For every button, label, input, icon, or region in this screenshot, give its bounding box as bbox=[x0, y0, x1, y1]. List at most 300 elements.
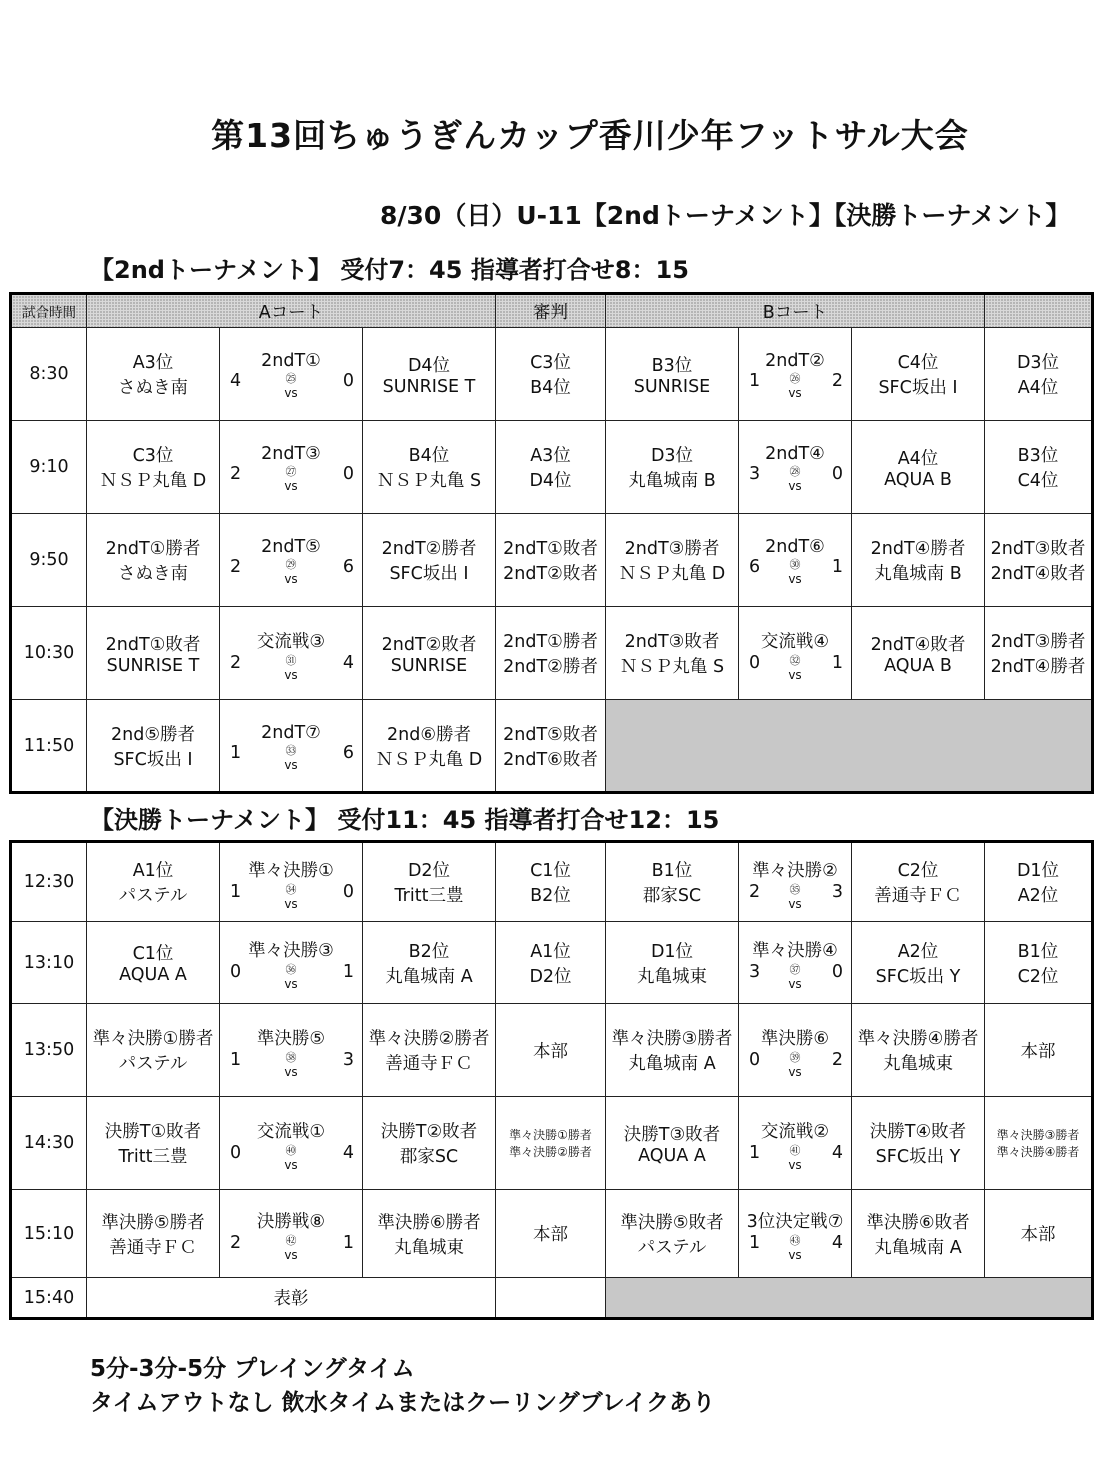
cell-content bbox=[852, 631, 984, 676]
team1-cell bbox=[87, 607, 220, 700]
cell-bottom: 丸亀城南 A bbox=[874, 1237, 962, 1258]
match-cell bbox=[739, 514, 852, 607]
match-label: 2ndT③ bbox=[261, 444, 321, 464]
cell-top: C3位 bbox=[132, 446, 174, 466]
cell-content bbox=[87, 349, 219, 399]
header-court-a: Aコート bbox=[87, 294, 496, 328]
score-right: 1 bbox=[342, 962, 354, 982]
cell-content bbox=[87, 535, 219, 585]
time-cell: 15:10 bbox=[11, 1190, 87, 1278]
cell-content bbox=[985, 1126, 1091, 1160]
cell-content bbox=[87, 631, 219, 676]
cell-bottom: ＮＳＰ丸亀 S bbox=[619, 657, 725, 677]
cell-top: 2ndT②勝者 bbox=[381, 539, 477, 559]
cell-top: 2ndT⑤敗者 bbox=[503, 724, 598, 745]
team2-cell bbox=[363, 328, 496, 421]
score-right: 4 bbox=[831, 1142, 843, 1163]
match-cell bbox=[739, 842, 852, 922]
score-right: 6 bbox=[342, 742, 354, 763]
cell-top: 準決勝⑤勝者 bbox=[101, 1212, 205, 1233]
cell-top: 準々決勝①勝者 bbox=[509, 1128, 592, 1142]
match-label: 交流戦② bbox=[760, 1121, 830, 1142]
cell-top: 準々決勝①勝者 bbox=[92, 1029, 214, 1049]
cell-bottom: 2ndT②勝者 bbox=[503, 657, 598, 677]
referee-cell: 本部 bbox=[496, 1004, 606, 1097]
match-number: ㊴ bbox=[789, 1050, 801, 1064]
team2-cell bbox=[363, 1004, 496, 1097]
team1-cell bbox=[606, 922, 739, 1004]
score-left: 2 bbox=[230, 652, 242, 673]
cell-top: B3位 bbox=[1017, 446, 1059, 466]
match-content bbox=[220, 537, 362, 586]
score-right: 4 bbox=[342, 1142, 354, 1163]
vs-label: vs bbox=[284, 1157, 298, 1172]
match-label: 準々決勝④ bbox=[752, 941, 838, 961]
match-score bbox=[220, 464, 362, 493]
match-vs bbox=[788, 466, 801, 492]
cell-top: 準々決勝④勝者 bbox=[857, 1029, 979, 1049]
cell-content bbox=[496, 938, 605, 988]
cell-bottom: AQUA A bbox=[638, 1145, 706, 1166]
header-court-b: Bコート bbox=[606, 294, 985, 328]
match-score bbox=[739, 1233, 851, 1262]
schedule-table-2nd bbox=[9, 292, 1094, 794]
footer-notes: タイムアウトなし 飲水タイムまたはクーリングブレイクあり bbox=[90, 1390, 716, 1416]
match-vs bbox=[284, 373, 297, 399]
referee-cell: 本部 bbox=[985, 1190, 1093, 1278]
match-score bbox=[220, 1233, 362, 1262]
cell-content bbox=[606, 1025, 738, 1075]
cell-bottom: さぬき南 bbox=[118, 378, 188, 398]
match-cell bbox=[220, 1097, 363, 1190]
match-cell bbox=[220, 514, 363, 607]
cell-content bbox=[496, 857, 605, 907]
cell-top: 決勝T④敗者 bbox=[869, 1122, 967, 1142]
cell-content bbox=[606, 1121, 738, 1166]
cell-top: D3位 bbox=[650, 446, 694, 466]
referee-cell: 本部 bbox=[985, 1004, 1093, 1097]
cell-content bbox=[87, 1025, 219, 1075]
match-number: ㊷ bbox=[285, 1234, 297, 1247]
cell-content bbox=[87, 1209, 219, 1259]
match-label: 決勝戦⑧ bbox=[256, 1212, 326, 1232]
cell-bottom: SFC坂出 Y bbox=[875, 966, 961, 987]
cell-content bbox=[87, 857, 219, 907]
match-cell bbox=[220, 700, 363, 793]
cell-bottom: 準々決勝④勝者 bbox=[996, 1145, 1080, 1159]
cell-bottom: SFC坂出 Y bbox=[875, 1147, 961, 1167]
score-right: 4 bbox=[342, 652, 354, 673]
referee-cell bbox=[985, 328, 1093, 421]
match-cell bbox=[220, 922, 363, 1004]
cell-content bbox=[852, 1025, 984, 1075]
time-cell: 13:50 bbox=[11, 1004, 87, 1097]
match-label: 2ndT① bbox=[261, 351, 321, 371]
match-content bbox=[220, 351, 362, 400]
cell-content bbox=[606, 938, 738, 988]
match-cell bbox=[739, 1004, 852, 1097]
cell-top: 2ndT④敗者 bbox=[870, 634, 966, 655]
cell-bottom: Tritt三豊 bbox=[394, 886, 464, 906]
cell-top: 準決勝⑥敗者 bbox=[866, 1212, 970, 1233]
cell-top: 決勝T③敗者 bbox=[623, 1124, 721, 1145]
score-left: 3 bbox=[749, 962, 761, 982]
team2-cell bbox=[852, 514, 985, 607]
score-right: 6 bbox=[342, 557, 354, 577]
team1-cell bbox=[87, 842, 220, 922]
score-left: 1 bbox=[749, 1142, 761, 1163]
cell-bottom: C4位 bbox=[1017, 471, 1059, 491]
cell-top: D2位 bbox=[407, 861, 451, 881]
referee-cell bbox=[496, 1097, 606, 1190]
cell-bottom: A2位 bbox=[1017, 886, 1059, 906]
match-number: ㊸ bbox=[789, 1234, 801, 1247]
match-content bbox=[739, 1208, 851, 1262]
cell-top: A2位 bbox=[897, 941, 939, 962]
score-right: 0 bbox=[342, 881, 354, 902]
team2-cell bbox=[363, 922, 496, 1004]
match-vs bbox=[284, 964, 297, 990]
match-label: 準々決勝① bbox=[248, 860, 334, 881]
referee-cell bbox=[496, 514, 606, 607]
match-vs bbox=[788, 373, 801, 399]
schedule-row bbox=[11, 922, 1093, 1004]
cell-content bbox=[852, 857, 984, 907]
cell-content bbox=[363, 1025, 495, 1075]
match-number: ㊶ bbox=[789, 1143, 801, 1157]
cell-content bbox=[363, 857, 495, 907]
match-content bbox=[220, 722, 362, 772]
vs-label: vs bbox=[284, 977, 298, 991]
cell-content bbox=[496, 535, 605, 585]
match-label: 準々決勝③ bbox=[248, 941, 334, 961]
cell-bottom: 2ndT②敗者 bbox=[503, 564, 598, 584]
cell-bottom: D4位 bbox=[529, 471, 572, 491]
score-right: 3 bbox=[831, 881, 843, 902]
match-score bbox=[220, 1049, 362, 1079]
cell-content bbox=[363, 352, 495, 397]
time-cell: 9:50 bbox=[11, 514, 87, 607]
team2-cell bbox=[852, 1190, 985, 1278]
time-cell: 13:10 bbox=[11, 922, 87, 1004]
match-number: ㉕ bbox=[285, 372, 297, 385]
cell-content bbox=[496, 628, 605, 678]
score-left: 0 bbox=[230, 1142, 242, 1163]
score-right: 0 bbox=[342, 464, 354, 484]
match-vs bbox=[788, 964, 801, 990]
match-number: ㉞ bbox=[285, 882, 297, 896]
cell-content bbox=[852, 1118, 984, 1168]
match-number: ㉙ bbox=[285, 558, 297, 571]
cell-top: 2ndT①敗者 bbox=[503, 539, 598, 559]
cell-bottom: AQUA B bbox=[884, 469, 952, 490]
team1-cell bbox=[87, 328, 220, 421]
cell-content bbox=[87, 1118, 219, 1168]
match-number: ㉛ bbox=[285, 653, 297, 667]
cell-top: 準々決勝③勝者 bbox=[996, 1128, 1080, 1142]
cell-bottom: AQUA A bbox=[119, 965, 187, 985]
cell-content bbox=[496, 349, 605, 399]
cell-top: 2ndT③勝者 bbox=[624, 539, 720, 559]
match-content bbox=[739, 1025, 851, 1079]
match-label: 準決勝⑤ bbox=[256, 1028, 326, 1049]
match-vs bbox=[788, 1052, 801, 1078]
cell-top: B1位 bbox=[651, 861, 693, 881]
team2-cell bbox=[363, 421, 496, 514]
cell-content bbox=[985, 938, 1091, 988]
score-left: 2 bbox=[230, 557, 242, 577]
cell-bottom: ＮＳＰ丸亀 D bbox=[375, 749, 483, 770]
match-vs bbox=[788, 1145, 801, 1171]
match-score bbox=[220, 962, 362, 991]
cell-top: 2ndT①勝者 bbox=[503, 632, 598, 652]
team2-cell bbox=[363, 1097, 496, 1190]
cell-content bbox=[985, 628, 1091, 678]
vs-label: vs bbox=[284, 896, 298, 911]
cell-content bbox=[606, 352, 738, 397]
match-cell bbox=[220, 842, 363, 922]
match-cell bbox=[220, 1190, 363, 1278]
vs-label: vs bbox=[788, 572, 802, 586]
match-vs bbox=[284, 1235, 297, 1261]
match-cell bbox=[739, 1097, 852, 1190]
cell-content bbox=[363, 938, 495, 988]
header-referee: 審判 bbox=[496, 294, 606, 328]
vs-label: vs bbox=[284, 757, 298, 772]
time-cell: 11:50 bbox=[11, 700, 87, 793]
cell-bottom: 丸亀城東 bbox=[394, 1237, 464, 1258]
match-number: ㉖ bbox=[789, 372, 801, 385]
cell-top: 準々決勝③勝者 bbox=[611, 1029, 733, 1049]
cell-top: B2位 bbox=[408, 941, 450, 962]
match-label: 2ndT⑤ bbox=[261, 537, 321, 557]
cell-top: 2ndT①敗者 bbox=[105, 634, 201, 655]
match-label: 交流戦① bbox=[256, 1121, 326, 1142]
schedule-row bbox=[11, 700, 1093, 793]
match-score bbox=[739, 881, 851, 911]
match-score bbox=[220, 1142, 362, 1172]
match-score bbox=[739, 371, 851, 400]
referee-cell bbox=[985, 514, 1093, 607]
cell-bottom: 善通寺ＦＣ bbox=[385, 1054, 473, 1074]
team1-cell bbox=[606, 1004, 739, 1097]
vs-label: vs bbox=[788, 1064, 802, 1079]
cell-top: A1位 bbox=[530, 941, 571, 962]
match-score bbox=[220, 371, 362, 400]
cell-content bbox=[363, 1209, 495, 1259]
match-score bbox=[739, 1049, 851, 1079]
cell-top: C4位 bbox=[897, 353, 939, 373]
cell-bottom: SUNRISE bbox=[390, 655, 468, 676]
cell-content bbox=[496, 721, 605, 771]
cell-content bbox=[363, 442, 495, 492]
match-vs bbox=[284, 884, 297, 910]
match-content bbox=[220, 628, 362, 682]
cell-content bbox=[606, 442, 738, 492]
match-vs bbox=[788, 884, 801, 910]
match-content bbox=[220, 1118, 362, 1172]
match-number: ㉘ bbox=[789, 465, 801, 478]
cell-top: B3位 bbox=[651, 355, 693, 376]
score-left: 1 bbox=[230, 742, 242, 763]
schedule-row bbox=[11, 607, 1093, 700]
match-score bbox=[220, 881, 362, 911]
team1-cell bbox=[606, 842, 739, 922]
cell-top: 準々決勝②勝者 bbox=[368, 1029, 490, 1049]
team1-cell bbox=[87, 1190, 220, 1278]
match-score bbox=[739, 652, 851, 682]
score-right: 1 bbox=[831, 557, 843, 577]
referee-cell bbox=[496, 922, 606, 1004]
match-label: 2ndT⑦ bbox=[261, 722, 321, 743]
match-number: ㊱ bbox=[285, 963, 297, 976]
score-right: 2 bbox=[831, 1049, 843, 1070]
cell-content bbox=[852, 535, 984, 585]
cell-bottom: 準々決勝②勝者 bbox=[509, 1145, 592, 1159]
score-left: 0 bbox=[749, 652, 761, 673]
team1-cell bbox=[87, 1097, 220, 1190]
cell-bottom: 善通寺ＦＣ bbox=[109, 1237, 197, 1258]
section-final-tournament: 【決勝トーナメント】 受付11：45 指導者打合せ12：15 bbox=[90, 806, 720, 834]
team1-cell bbox=[87, 1004, 220, 1097]
referee-cell bbox=[496, 700, 606, 793]
referee-cell bbox=[985, 922, 1093, 1004]
team2-cell bbox=[363, 514, 496, 607]
match-content bbox=[739, 351, 851, 400]
time-cell: 15:40 bbox=[11, 1278, 87, 1319]
match-label: 2ndT⑥ bbox=[765, 537, 825, 557]
match-content bbox=[739, 537, 851, 586]
cell-top: A3位 bbox=[530, 446, 571, 466]
vs-label: vs bbox=[284, 386, 298, 400]
team1-cell bbox=[87, 514, 220, 607]
cell-bottom: ＮＳＰ丸亀 D bbox=[99, 471, 207, 491]
team1-cell bbox=[606, 1190, 739, 1278]
vs-label: vs bbox=[788, 977, 802, 991]
cell-top: C1位 bbox=[132, 944, 174, 964]
cell-bottom: 郡家SC bbox=[642, 886, 702, 906]
cell-bottom: ＮＳＰ丸亀 S bbox=[376, 471, 482, 491]
team2-cell bbox=[852, 607, 985, 700]
score-right: 0 bbox=[342, 371, 354, 391]
cell-content bbox=[606, 857, 738, 907]
page-subtitle: 8/30（日）U-11【2ndトーナメント】【決勝トーナメント】 bbox=[380, 201, 1071, 230]
schedule-row bbox=[11, 1278, 1093, 1319]
footer-playing-time: 5分-3分-5分 プレイングタイム bbox=[90, 1356, 415, 1382]
cell-bottom: パステル bbox=[118, 1054, 188, 1074]
team1-cell bbox=[606, 421, 739, 514]
cell-top: A1位 bbox=[132, 861, 174, 881]
vs-label: vs bbox=[284, 572, 298, 586]
cell-top: 2nd⑥勝者 bbox=[386, 724, 472, 745]
match-cell bbox=[220, 421, 363, 514]
cell-top: 2ndT④勝者 bbox=[870, 539, 966, 559]
match-cell bbox=[220, 607, 363, 700]
match-vs bbox=[284, 1052, 297, 1078]
match-cell bbox=[220, 328, 363, 421]
vs-label: vs bbox=[284, 479, 298, 493]
cell-bottom: SFC坂出 I bbox=[878, 378, 958, 398]
cell-top: C3位 bbox=[530, 353, 571, 373]
cell-content bbox=[363, 535, 495, 585]
cell-top: A3位 bbox=[132, 353, 174, 373]
match-vs bbox=[284, 745, 297, 771]
time-cell: 14:30 bbox=[11, 1097, 87, 1190]
cell-content bbox=[852, 349, 984, 399]
referee-cell bbox=[496, 842, 606, 922]
referee-cell bbox=[985, 607, 1093, 700]
match-label: 交流戦③ bbox=[256, 631, 326, 652]
team2-cell bbox=[363, 842, 496, 922]
referee-cell bbox=[496, 421, 606, 514]
score-right: 2 bbox=[831, 371, 843, 391]
team2-cell bbox=[852, 1004, 985, 1097]
page-title: 第13回ちゅうぎんカップ香川少年フットサル大会 bbox=[211, 116, 969, 155]
match-vs bbox=[788, 559, 801, 585]
cell-top: 2ndT②敗者 bbox=[381, 634, 477, 655]
cell-bottom: 丸亀城東 bbox=[883, 1054, 953, 1074]
match-vs bbox=[788, 1235, 801, 1261]
score-right: 1 bbox=[342, 1233, 354, 1253]
vs-label: vs bbox=[284, 1064, 298, 1079]
match-content bbox=[739, 628, 851, 682]
cell-bottom: 善通寺ＦＣ bbox=[874, 886, 962, 906]
team2-cell bbox=[852, 328, 985, 421]
cell-top: D1位 bbox=[1016, 861, 1060, 881]
cell-bottom: 2ndT④敗者 bbox=[990, 564, 1086, 584]
match-number: ㉝ bbox=[285, 743, 297, 757]
cell-content bbox=[606, 535, 738, 585]
score-left: 1 bbox=[749, 1233, 761, 1253]
referee-cell: 本部 bbox=[496, 1190, 606, 1278]
cell-content bbox=[496, 442, 605, 492]
score-right: 0 bbox=[831, 464, 843, 484]
team1-cell bbox=[606, 607, 739, 700]
cell-top: D1位 bbox=[650, 941, 694, 962]
match-content bbox=[220, 1208, 362, 1262]
cell-top: 2ndT③敗者 bbox=[990, 539, 1086, 559]
match-cell bbox=[220, 1004, 363, 1097]
match-label: 準決勝⑥ bbox=[760, 1028, 830, 1049]
score-left: 2 bbox=[230, 1233, 242, 1253]
team2-cell bbox=[852, 922, 985, 1004]
cell-top: 2nd⑤勝者 bbox=[110, 724, 196, 745]
schedule-row bbox=[11, 1097, 1093, 1190]
cell-top: B4位 bbox=[408, 446, 450, 466]
vs-label: vs bbox=[788, 386, 802, 400]
referee-cell bbox=[496, 1278, 606, 1319]
team2-cell bbox=[363, 700, 496, 793]
score-left: 1 bbox=[230, 881, 242, 902]
match-vs bbox=[284, 559, 297, 585]
score-right: 3 bbox=[342, 1049, 354, 1070]
cell-content bbox=[985, 857, 1091, 907]
cell-content bbox=[985, 349, 1091, 399]
score-right: 4 bbox=[831, 1233, 843, 1253]
score-left: 3 bbox=[749, 464, 761, 484]
match-content bbox=[220, 1025, 362, 1079]
match-content bbox=[739, 1118, 851, 1172]
match-score bbox=[739, 464, 851, 493]
match-content bbox=[220, 444, 362, 493]
cell-bottom: 丸亀城東 bbox=[637, 966, 707, 987]
cell-top: 2ndT③敗者 bbox=[624, 632, 720, 652]
match-content bbox=[739, 857, 851, 911]
match-number: ㉚ bbox=[789, 558, 801, 571]
score-left: 0 bbox=[230, 962, 242, 982]
cell-top: 2ndT①勝者 bbox=[105, 539, 201, 559]
cell-top: 決勝T②敗者 bbox=[380, 1122, 478, 1142]
